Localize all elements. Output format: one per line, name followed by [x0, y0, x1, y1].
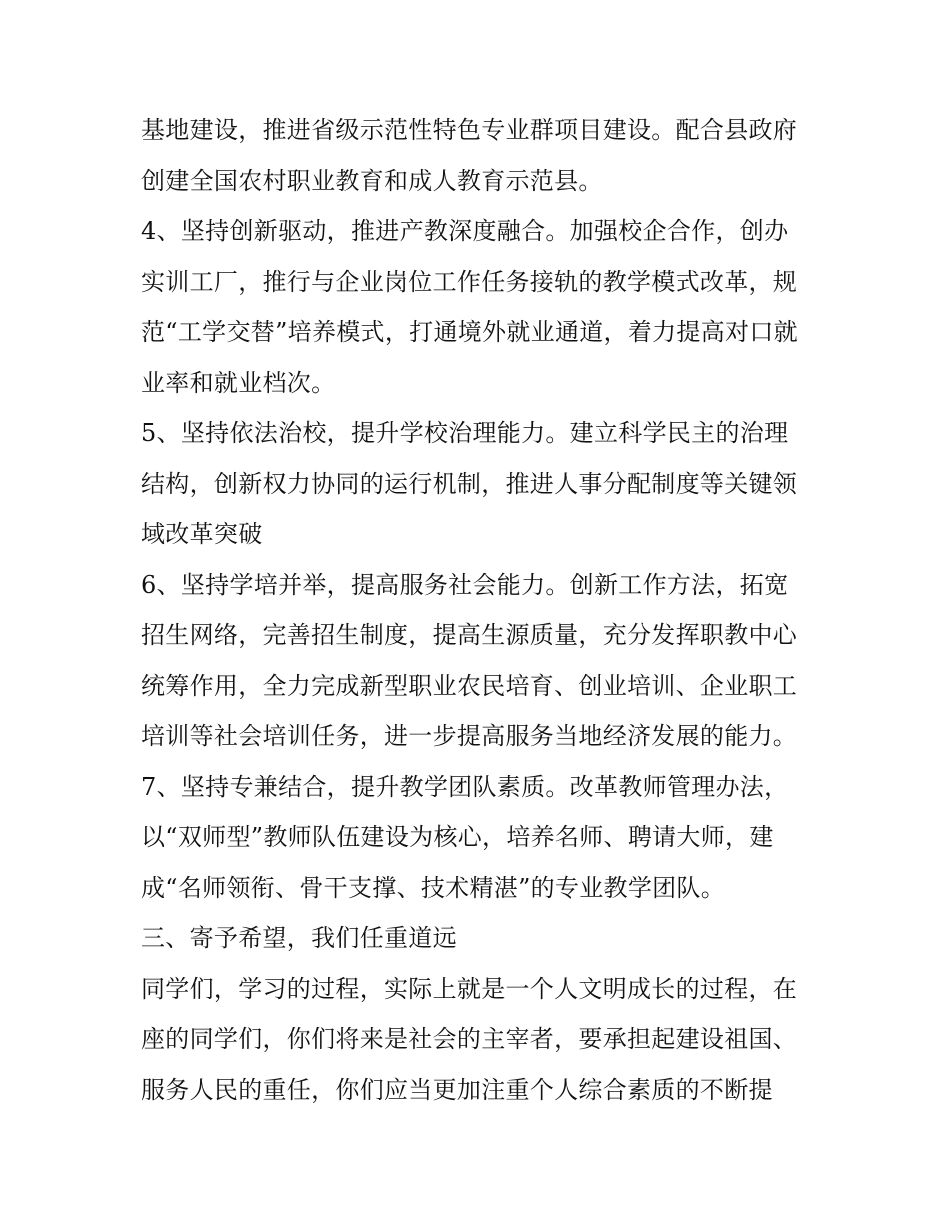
text-line-9: 域改革突破 — [141, 520, 263, 548]
text-line-5: 范“工学交替”培养模式，打通境外就业通道，着力提高对口就 — [141, 318, 798, 346]
text-line-18: 同学们，学习的过程，实际上就是一个人文明成长的过程，在 — [141, 974, 798, 1003]
section-heading: 三、寄予希望，我们任重道远 — [141, 924, 457, 952]
text-line-4: 实训工厂，推行与企业岗位工作任务接轨的教学模式改革，规 — [141, 267, 798, 296]
text-line-14: 7、坚持专兼结合，提升教学团队素质。改革教师管理办法， — [141, 772, 789, 801]
text-line-20: 服务人民的重任，你们应当更加注重个人综合素质的不断提 — [141, 1075, 773, 1104]
text-line-6: 业率和就业档次。 — [141, 368, 336, 397]
text-line-13: 培训等社会培训任务，进一步提高服务当地经济发展的能力。 — [141, 722, 798, 750]
text-line-16: 成“名师领衔、骨干支撑、技术精湛”的专业教学团队。 — [141, 873, 726, 902]
text-line-1: 基地建设，推进省级示范性特色专业群项目建设。配合县政府 — [141, 116, 798, 144]
text-line-12: 统筹作用，全力完成新型职业农民培育、创业培训、企业职工 — [141, 671, 798, 700]
text-line-7: 5、坚持依法治校，提升学校治理能力。建立科学民主的治理 — [141, 419, 789, 447]
text-line-19: 座的同学们，你们将来是社会的主宰者，要承担起建设祖国、 — [141, 1025, 798, 1053]
document-body — [141, 108, 821, 1118]
text-line-15: 以“双师型”教师队伍建设为核心，培养名师、聘请大师，建 — [141, 823, 774, 851]
text-line-11: 招生网络，完善招生制度，提高生源质量，充分发挥职教中心 — [141, 621, 798, 649]
text-line-8: 结构，创新权力协同的运行机制，推进人事分配制度等关键领 — [141, 469, 798, 498]
text-line-10: 6、坚持学培并举，提高服务社会能力。创新工作方法，拓宽 — [141, 570, 789, 599]
text-line-2: 创建全国农村职业教育和成人教育示范县。 — [141, 166, 603, 195]
text-line-3: 4、坚持创新驱动，推进产教深度融合。加强校企合作，创办 — [141, 217, 789, 245]
